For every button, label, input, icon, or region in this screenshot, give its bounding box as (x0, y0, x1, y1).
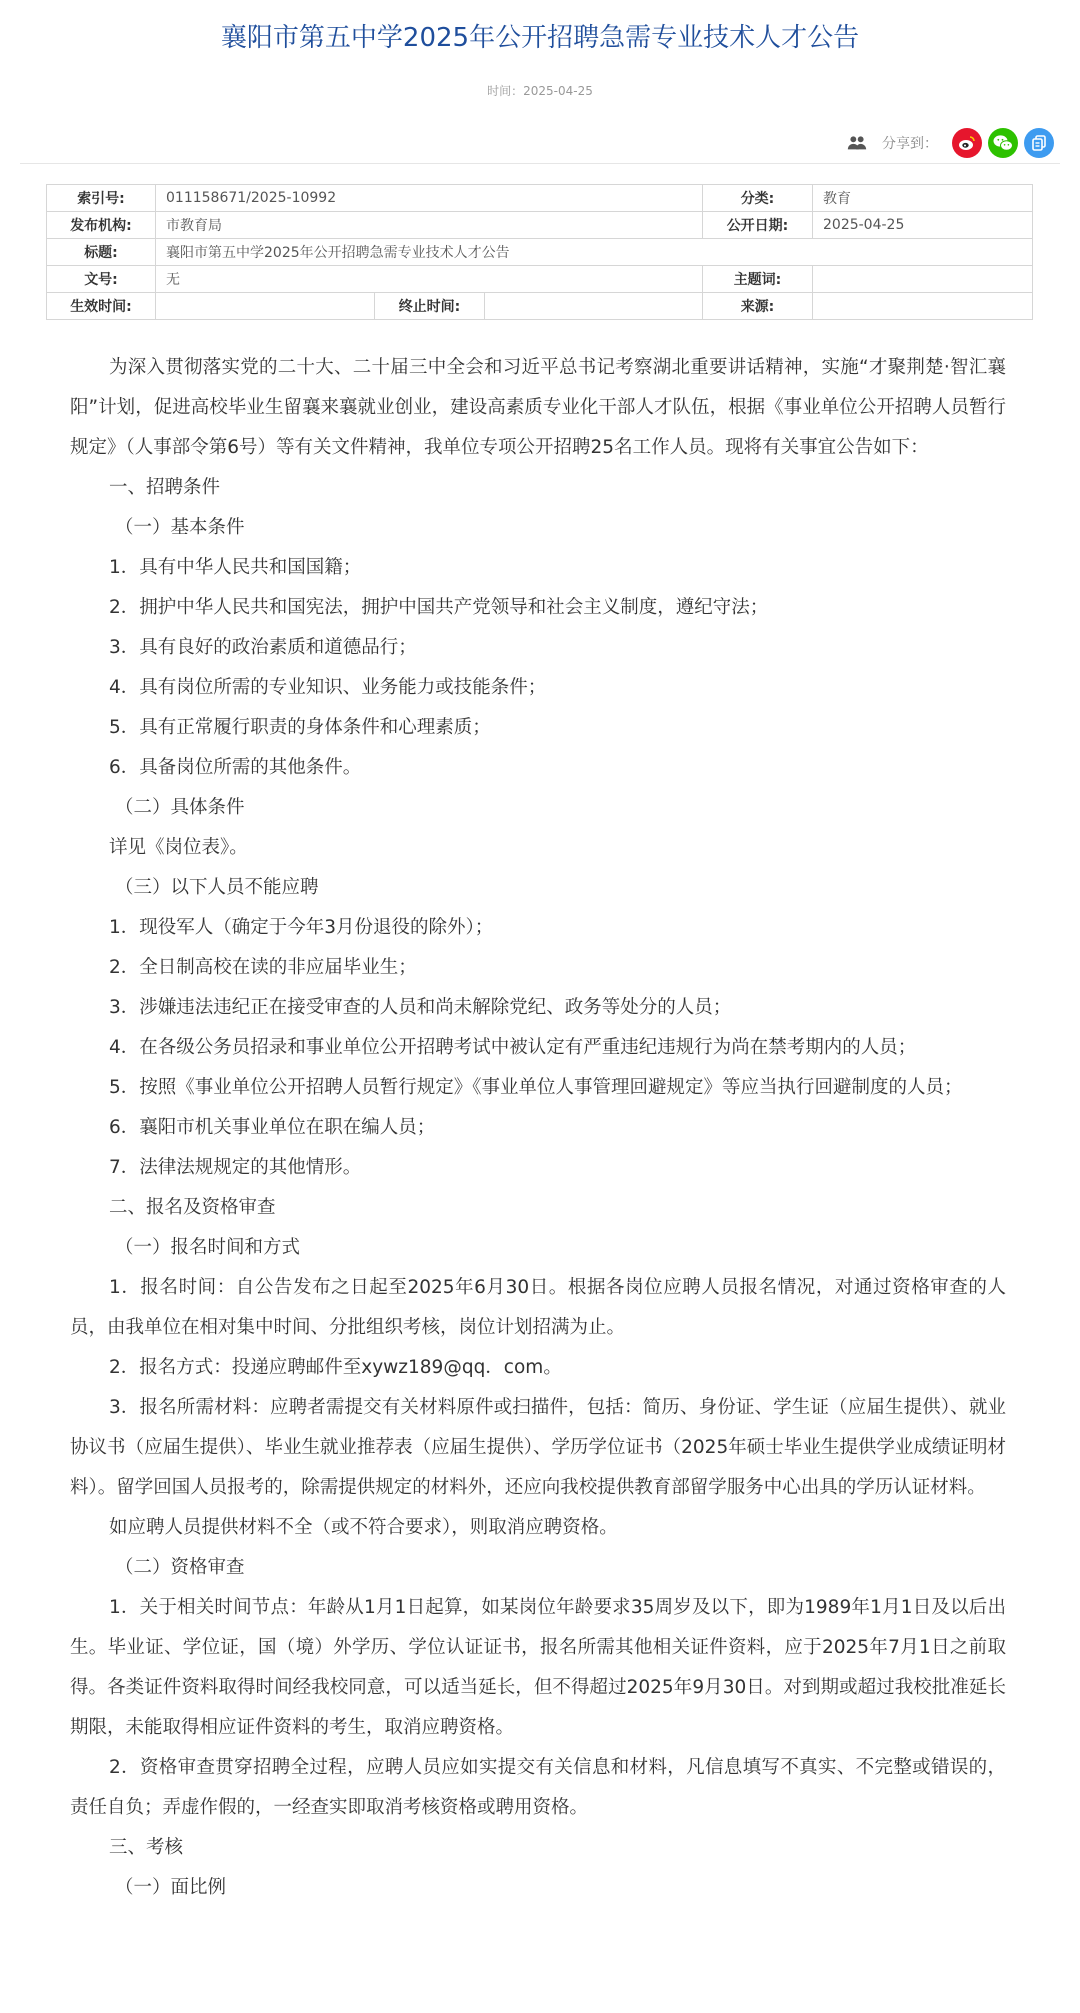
expire-value (485, 293, 703, 320)
list-item: 2．全日制高校在读的非应届毕业生； (109, 957, 417, 978)
index-value: 011158671/2025-10992 (156, 185, 703, 212)
expire-label: 终止时间: (375, 293, 485, 320)
copy-share-button[interactable] (1024, 128, 1054, 158)
subject-value: 襄阳市第五中学2025年公开招聘急需专业技术人才公告 (156, 239, 1033, 266)
list-item: 2．报名方式：投递应聘邮件至xywz189@qq．com。 (109, 1357, 562, 1378)
list-item: 1．现役军人（确定于今年3月份退役的除外）； (109, 917, 494, 938)
list-item: 3．具有良好的政治素质和道德品行； (109, 637, 417, 658)
list-item: 7．法律法规规定的其他情形。 (109, 1157, 362, 1178)
publish-time (0, 82, 1080, 99)
pubdate-label: 公开日期: (703, 212, 813, 239)
info-row (47, 212, 1033, 239)
effective-label: 生效时间: (47, 293, 156, 320)
header-divider (20, 163, 1060, 164)
list-item: 5．按照《事业单位公开招聘人员暂行规定》《事业单位人事管理回避规定》等应当执行回避制度的人员； (109, 1077, 963, 1098)
subsection-heading: （二）具体条件 (115, 797, 245, 818)
list-item: 5．具有正常履行职责的身体条件和心理素质； (109, 717, 491, 738)
time-value: 2025-04-25 (523, 84, 593, 98)
keywords-label: 主题词: (703, 266, 813, 293)
publisher-label: 发布机构: (47, 212, 156, 239)
info-table (46, 184, 1033, 320)
list-item: 2．资格审查贯穿招聘全过程，应聘人员应如实提交有关信息和材料，凡信息填写不真实、不完整或错误的，责任自负；弄虚作假的，一经查实即取消考核资格或聘用资格。 (70, 1757, 1006, 1818)
body-paragraph: 为深入贯彻落实党的二十大、二十届三中全会和习近平总书记考察湖北重要讲话精神，实施“才聚荆楚·智汇襄阳”计划，促进高校毕业生留襄来襄就业创业，建设高素质专业化干部人才队伍，根据《事业单位公开招聘人员暂行规定》（人事部令第6号）等有关文件精神，我单位专项公开招聘25名工作人员。现将有关事宜公告如下： (70, 357, 1006, 458)
subsection-heading: （三）以下人员不能应聘 (115, 877, 319, 898)
weibo-share-button[interactable] (952, 128, 982, 158)
wechat-share-button[interactable] (988, 128, 1018, 158)
users-icon (846, 132, 868, 154)
body-paragraph: 如应聘人员提供材料不全（或不符合要求），则取消应聘资格。 (109, 1517, 618, 1538)
section-heading: 三、考核 (109, 1837, 184, 1858)
pubdate-value: 2025-04-25 (813, 212, 1033, 239)
docno-value: 无 (156, 266, 703, 293)
copy-icon (1030, 134, 1048, 152)
list-item: 1．报名时间：自公告发布之日起至2025年6月30日。根据各岗位应聘人员报名情况，对通过资格审查的人员，由我单位在相对集中时间、分批组织考核，岗位计划招满为止。 (70, 1277, 1006, 1338)
list-item: 3．涉嫌违法违纪正在接受审查的人员和尚未解除党纪、政务等处分的人员； (109, 997, 732, 1018)
category-label: 分类: (703, 185, 813, 212)
info-row (47, 293, 1033, 320)
time-label: 时间： (487, 84, 524, 98)
keywords-value (813, 266, 1033, 293)
subsection-heading: （二）资格审查 (115, 1557, 245, 1578)
list-item: 2．拥护中华人民共和国宪法，拥护中国共产党领导和社会主义制度，遵纪守法； (109, 597, 769, 618)
list-item: 6．具备岗位所需的其他条件。 (109, 757, 362, 778)
list-item: 4．在各级公务员招录和事业单位公开招聘考试中被认定有严重违纪违规行为尚在禁考期内的人员； (109, 1037, 917, 1058)
publisher-value: 市教育局 (156, 212, 703, 239)
docno-label: 文号: (47, 266, 156, 293)
wechat-icon (992, 133, 1014, 153)
list-item: 1．具有中华人民共和国国籍； (109, 557, 362, 578)
article-title: 襄阳市第五中学2025年公开招聘急需专业技术人才公告 (220, 23, 860, 53)
subsection-heading: （一）报名时间和方式 (115, 1237, 301, 1258)
subsection-heading: （一）基本条件 (115, 517, 245, 538)
source-label: 来源: (703, 293, 813, 320)
article-body (70, 348, 1006, 1908)
source-value (813, 293, 1033, 320)
share-label: 分享到： (882, 136, 938, 152)
section-heading: 二、报名及资格审查 (109, 1197, 276, 1218)
category-value: 教育 (813, 185, 1033, 212)
share-bar (846, 126, 1054, 160)
info-row (47, 266, 1033, 293)
body-paragraph: 详见《岗位表》。 (109, 837, 248, 858)
section-heading: 一、招聘条件 (109, 477, 221, 498)
weibo-icon (957, 133, 977, 153)
info-row (47, 185, 1033, 212)
list-item: 1．关于相关时间节点：年龄从1月1日起算，如某岗位年龄要求35周岁及以下，即为1989年1月1日及以后出生。毕业证、学位证，国（境）外学历、学位认证证书，报名所需其他相关证件资料，应于2025年7月1日之前取得。各类证件资料取得时间经我校同意，可以适当延长，但不得超过2025年9月30日。对到期或超过我校批准延长期限，未能取得相应证件资料的考生，取消应聘资格。 (70, 1597, 1006, 1738)
info-row (47, 239, 1033, 266)
index-label: 索引号: (47, 185, 156, 212)
list-item: 4．具有岗位所需的专业知识、业务能力或技能条件； (109, 677, 547, 698)
effective-value (156, 293, 375, 320)
list-item: 6．襄阳市机关事业单位在职在编人员； (109, 1117, 436, 1138)
list-item: 3．报名所需材料：应聘者需提交有关材料原件或扫描件，包括：简历、身份证、学生证（应届生提供）、就业协议书（应届生提供）、毕业生就业推荐表（应届生提供）、学历学位证书（2025年硕士毕业生提供学业成绩证明材料）。留学回国人员报考的，除需提供规定的材料外，还应向我校提供教育部留学服务中心出具的学历认证材料。 (70, 1397, 1006, 1498)
subsection-heading: （一）面比例 (115, 1877, 227, 1898)
subject-label: 标题: (47, 239, 156, 266)
